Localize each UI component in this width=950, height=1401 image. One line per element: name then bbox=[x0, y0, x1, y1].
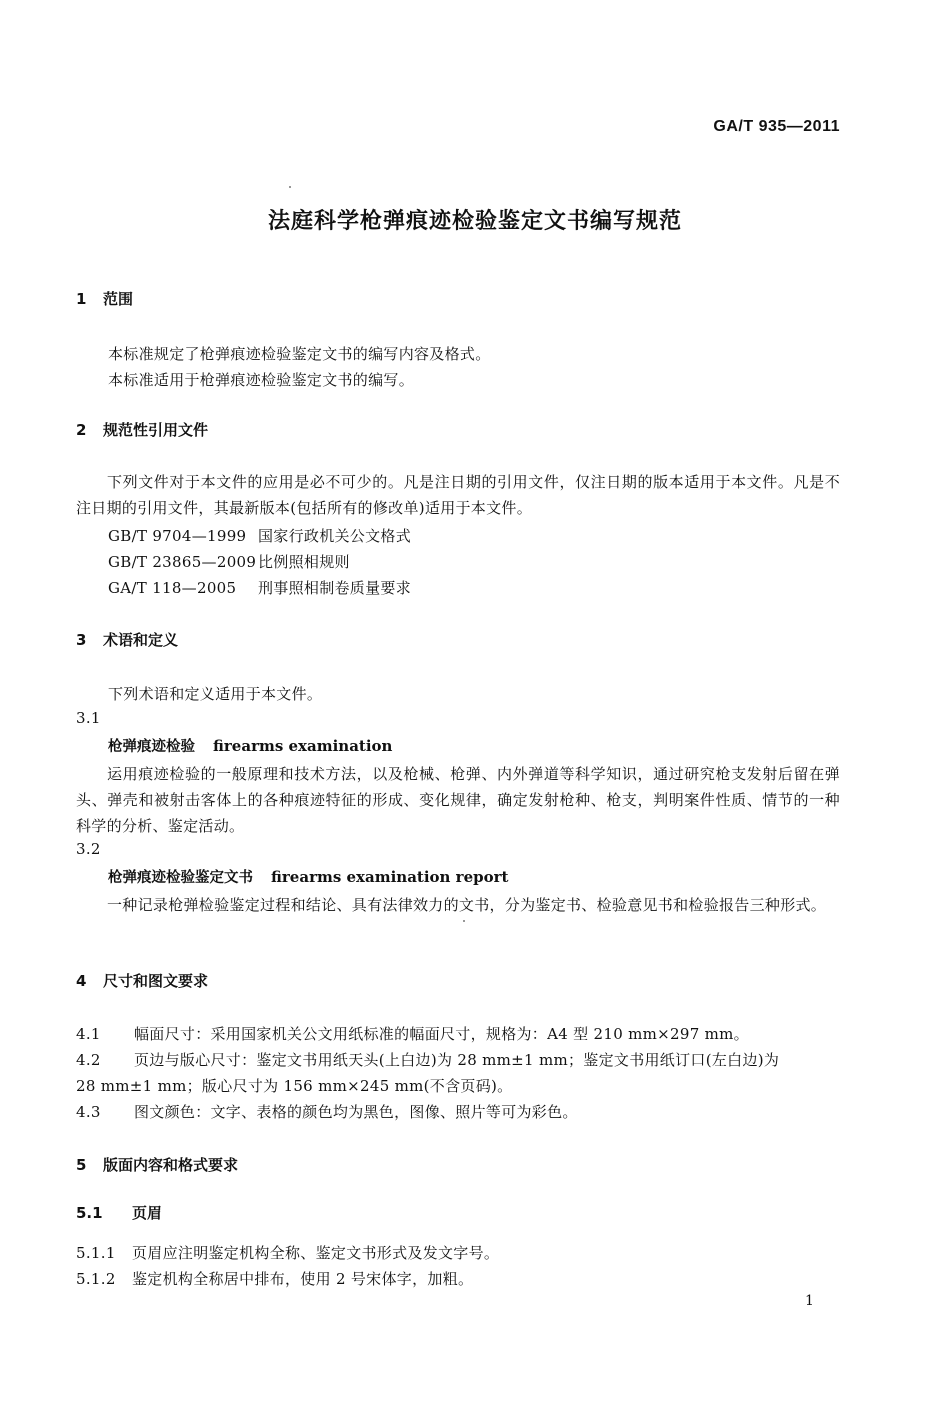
scan-speck bbox=[463, 920, 465, 922]
term-definition: 一种记录枪弹检验鉴定过程和结论、具有法律效力的文书，分为鉴定书、检验意见书和检验报告三种形式。 bbox=[107, 896, 827, 914]
reference-title: 国家行政机关公文格式 bbox=[258, 527, 412, 545]
clause-text: 页边与版心尺寸：鉴定文书用纸天头(上白边)为 28 mm±1 mm；鉴定文书用纸订口(左白边)为 bbox=[134, 1051, 780, 1069]
section-number: 5 bbox=[76, 1156, 87, 1174]
section-title: 范围 bbox=[103, 290, 134, 308]
clause-continuation: 28 mm±1 mm；版心尺寸为 156 mm×245 mm(不含页码)。 bbox=[76, 1077, 513, 1095]
reference-title: 比例照相规则 bbox=[258, 553, 350, 571]
clause bbox=[76, 1049, 779, 1070]
paragraph: 下列术语和定义适用于本文件。 bbox=[108, 685, 323, 703]
term-chinese: 枪弹痕迹检验 bbox=[108, 739, 195, 755]
clause-text: 图文颜色：文字、表格的颜色均为黑色，图像、照片等可为彩色。 bbox=[134, 1103, 578, 1121]
scan-speck bbox=[289, 186, 291, 188]
clause bbox=[76, 1023, 749, 1044]
section-4-heading bbox=[76, 970, 208, 991]
section-1-heading bbox=[76, 288, 133, 309]
section-3-heading bbox=[76, 629, 178, 650]
term-english: firearms examination report bbox=[271, 868, 509, 886]
clause-number: 5.1.1 bbox=[76, 1244, 116, 1262]
section-title: 尺寸和图文要求 bbox=[103, 972, 209, 990]
term-number: 3.1 bbox=[76, 709, 101, 727]
clause-number: 4.2 bbox=[76, 1051, 101, 1069]
page-number: 1 bbox=[805, 1293, 814, 1309]
section-number: 2 bbox=[76, 421, 87, 439]
clause-number: 4.1 bbox=[76, 1025, 101, 1043]
section-2-heading bbox=[76, 419, 208, 440]
reference-code: GB/T 9704—1999 bbox=[108, 527, 247, 545]
clause bbox=[76, 1242, 499, 1263]
reference-item bbox=[108, 577, 411, 598]
section-number: 4 bbox=[76, 972, 87, 990]
reference-item bbox=[108, 551, 350, 572]
term-heading bbox=[108, 735, 392, 756]
subsection-title: 页眉 bbox=[132, 1204, 163, 1222]
document-title: 法庭科学枪弹痕迹检验鉴定文书编写规范 bbox=[267, 209, 682, 234]
term-english: firearms examination bbox=[213, 737, 393, 755]
clause bbox=[76, 1268, 473, 1289]
clause-text: 页眉应注明鉴定机构全称、鉴定文书形式及发文字号。 bbox=[132, 1244, 500, 1262]
paragraph: 本标准适用于枪弹痕迹检验鉴定文书的编写。 bbox=[108, 371, 415, 389]
paragraph: 下列文件对于本文件的应用是必不可少的。凡是注日期的引用文件，仅注日期的版本适用于本文件。凡是不注日期的引用文件，其最新版本(包括所有的修改单)适用于本文件。 bbox=[76, 473, 840, 517]
term-chinese: 枪弹痕迹检验鉴定文书 bbox=[108, 870, 253, 886]
term-heading bbox=[108, 866, 508, 887]
section-title: 术语和定义 bbox=[103, 631, 179, 649]
section-number: 3 bbox=[76, 631, 87, 649]
term-number: 3.2 bbox=[76, 840, 101, 858]
reference-code: GB/T 23865—2009 bbox=[108, 553, 257, 571]
paragraph: 本标准规定了枪弹痕迹检验鉴定文书的编写内容及格式。 bbox=[108, 345, 491, 363]
clause bbox=[76, 1101, 578, 1122]
clause-text: 鉴定机构全称居中排布，使用 2 号宋体字，加粗。 bbox=[132, 1270, 474, 1288]
subsection-heading bbox=[76, 1202, 162, 1223]
subsection-number: 5.1 bbox=[76, 1204, 103, 1222]
section-5-heading bbox=[76, 1154, 238, 1175]
standard-code: GA/T 935—2011 bbox=[713, 118, 840, 135]
section-title: 规范性引用文件 bbox=[103, 421, 209, 439]
clause-number: 4.3 bbox=[76, 1103, 101, 1121]
term-definition: 运用痕迹检验的一般原理和技术方法，以及枪械、枪弹、内外弹道等科学知识，通过研究枪支发射后留在弹头、弹壳和被射击客体上的各种痕迹特征的形成、变化规律，确定发射枪种、枪支，判明案件性质、情节的一种科学的分析、鉴定活动。 bbox=[76, 765, 840, 835]
reference-code: GA/T 118—2005 bbox=[108, 579, 237, 597]
clause-text: 幅面尺寸：采用国家机关公文用纸标准的幅面尺寸，规格为：A4 型 210 mm×297 mm。 bbox=[134, 1025, 749, 1043]
section-title: 版面内容和格式要求 bbox=[103, 1156, 239, 1174]
reference-title: 刑事照相制卷质量要求 bbox=[258, 579, 412, 597]
clause-number: 5.1.2 bbox=[76, 1270, 116, 1288]
section-number: 1 bbox=[76, 290, 87, 308]
reference-item bbox=[108, 525, 411, 546]
